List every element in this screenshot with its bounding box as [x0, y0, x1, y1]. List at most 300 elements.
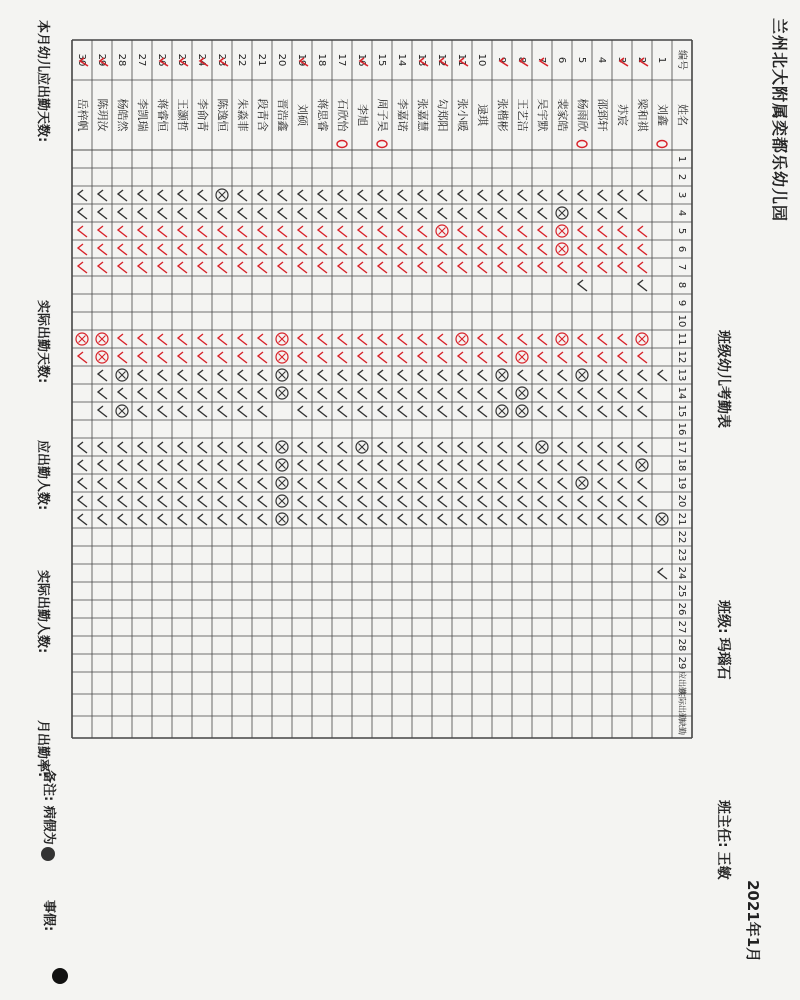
present-check-icon — [598, 190, 607, 201]
header-no: 编号 — [676, 50, 687, 70]
present-check-icon — [598, 226, 607, 237]
present-check-icon — [178, 226, 187, 237]
header-day: 25 — [676, 584, 687, 598]
present-check-icon — [618, 208, 627, 219]
present-check-icon — [458, 406, 467, 417]
present-check-icon — [498, 388, 507, 399]
present-check-icon — [378, 334, 387, 345]
present-check-icon — [138, 262, 147, 273]
school-title: 兰州北大附属奕都乐幼儿园 — [770, 18, 789, 223]
present-check-icon — [418, 496, 427, 507]
absent-cross-icon — [279, 480, 286, 487]
student-name: 蒋睿恒 — [156, 98, 169, 132]
present-check-icon — [418, 406, 427, 417]
header-summary: 应出勤 — [677, 671, 687, 695]
present-check-icon — [258, 406, 267, 417]
present-check-icon — [638, 262, 647, 273]
present-check-icon — [338, 442, 347, 453]
present-check-icon — [518, 244, 527, 255]
present-check-icon — [518, 190, 527, 201]
present-check-icon — [238, 370, 247, 381]
present-check-icon — [538, 406, 547, 417]
present-check-icon — [78, 244, 87, 255]
present-check-icon — [218, 244, 227, 255]
present-check-icon — [178, 478, 187, 489]
absent-cross-icon — [459, 336, 466, 343]
present-check-icon — [378, 244, 387, 255]
present-check-icon — [378, 478, 387, 489]
present-check-icon — [298, 496, 307, 507]
footer-rate: 月出勤率: — [35, 720, 50, 778]
student-name: 周子昊 — [376, 98, 389, 132]
present-check-icon — [598, 460, 607, 471]
present-check-icon — [198, 352, 207, 363]
header-day: 16 — [676, 422, 687, 436]
present-check-icon — [318, 460, 327, 471]
present-check-icon — [638, 478, 647, 489]
present-check-icon — [198, 388, 207, 399]
present-check-icon — [438, 262, 447, 273]
present-check-icon — [318, 478, 327, 489]
student-name: 石欣怡 — [336, 98, 349, 132]
present-check-icon — [498, 226, 507, 237]
present-check-icon — [98, 478, 107, 489]
absent-cross-icon — [219, 192, 226, 199]
present-check-icon — [138, 190, 147, 201]
present-check-icon — [78, 190, 87, 201]
student-name: 杨雨欣 — [576, 98, 589, 132]
present-check-icon — [558, 406, 567, 417]
student-name: 勾郑阳 — [436, 98, 449, 132]
present-check-icon — [198, 190, 207, 201]
header-day: 13 — [676, 368, 687, 382]
present-check-icon — [118, 442, 127, 453]
present-check-icon — [378, 406, 387, 417]
present-check-icon — [198, 370, 207, 381]
present-check-icon — [538, 262, 547, 273]
present-check-icon — [458, 208, 467, 219]
absent-cross-icon — [119, 408, 126, 415]
present-check-icon — [158, 190, 167, 201]
present-check-icon — [78, 442, 87, 453]
present-check-icon — [318, 262, 327, 273]
present-check-icon — [258, 226, 267, 237]
present-check-icon — [458, 226, 467, 237]
sheet-title: 班级幼儿考勤表 — [715, 330, 731, 428]
present-check-icon — [458, 262, 467, 273]
row-number: 5 — [576, 56, 587, 64]
absent-cross-icon — [559, 246, 566, 253]
present-check-icon — [358, 226, 367, 237]
present-check-icon — [298, 514, 307, 525]
row-number: 20 — [276, 53, 287, 67]
row-number: 27 — [136, 53, 147, 67]
present-check-icon — [458, 388, 467, 399]
absent-cross-icon — [439, 228, 446, 235]
present-check-icon — [538, 244, 547, 255]
present-check-icon — [418, 460, 427, 471]
present-check-icon — [538, 208, 547, 219]
present-check-icon — [538, 460, 547, 471]
present-check-icon — [258, 208, 267, 219]
header-day: 21 — [676, 512, 687, 526]
student-name: 邵郅轩 — [596, 98, 609, 132]
present-check-icon — [558, 478, 567, 489]
present-check-icon — [318, 244, 327, 255]
row-number: 9 — [496, 56, 507, 64]
header-day: 4 — [676, 209, 687, 217]
header-day: 5 — [676, 227, 687, 235]
present-check-icon — [558, 388, 567, 399]
present-check-icon — [418, 244, 427, 255]
present-check-icon — [278, 226, 287, 237]
present-check-icon — [298, 352, 307, 363]
present-check-icon — [498, 334, 507, 345]
present-check-icon — [118, 388, 127, 399]
present-check-icon — [358, 388, 367, 399]
absent-cross-icon — [279, 444, 286, 451]
row-number: 25 — [176, 53, 187, 67]
present-check-icon — [238, 442, 247, 453]
present-check-icon — [258, 478, 267, 489]
present-check-icon — [218, 370, 227, 381]
student-name: 李俞青 — [196, 98, 209, 132]
absent-cross-icon — [279, 354, 286, 361]
present-check-icon — [418, 388, 427, 399]
present-check-icon — [198, 208, 207, 219]
student-name: 蒋思睿 — [316, 98, 329, 132]
absent-cross-icon — [279, 462, 286, 469]
present-check-icon — [478, 442, 487, 453]
present-check-icon — [218, 388, 227, 399]
present-check-icon — [438, 334, 447, 345]
present-check-icon — [618, 226, 627, 237]
row-number: 29 — [96, 53, 107, 67]
present-check-icon — [478, 226, 487, 237]
header-day: 11 — [676, 332, 687, 346]
row-number: 18 — [316, 53, 327, 67]
present-check-icon — [318, 226, 327, 237]
present-check-icon — [298, 244, 307, 255]
present-check-icon — [118, 244, 127, 255]
present-check-icon — [458, 370, 467, 381]
present-check-icon — [458, 352, 467, 363]
absent-cross-icon — [559, 210, 566, 217]
present-check-icon — [418, 262, 427, 273]
present-check-icon — [538, 514, 547, 525]
footer-note-text: 备注: 病假为 — [41, 770, 56, 845]
present-check-icon — [238, 478, 247, 489]
present-check-icon — [538, 190, 547, 201]
absent-cross-icon — [499, 372, 506, 379]
class-label: 班级: — [715, 600, 731, 634]
present-check-icon — [358, 352, 367, 363]
present-check-icon — [598, 208, 607, 219]
present-check-icon — [78, 226, 87, 237]
present-check-icon — [78, 460, 87, 471]
present-check-icon — [318, 334, 327, 345]
present-check-icon — [598, 244, 607, 255]
present-check-icon — [258, 388, 267, 399]
present-check-icon — [158, 388, 167, 399]
present-check-icon — [638, 352, 647, 363]
present-check-icon — [658, 568, 667, 579]
present-check-icon — [618, 460, 627, 471]
present-check-icon — [78, 496, 87, 507]
row-number: 10 — [476, 53, 487, 67]
present-check-icon — [658, 370, 667, 381]
present-check-icon — [638, 244, 647, 255]
present-check-icon — [378, 262, 387, 273]
present-check-icon — [78, 514, 87, 525]
present-check-icon — [378, 370, 387, 381]
present-check-icon — [338, 478, 347, 489]
present-check-icon — [258, 496, 267, 507]
student-name: 李嘉诺 — [396, 98, 409, 132]
present-check-icon — [438, 406, 447, 417]
present-check-icon — [638, 496, 647, 507]
present-check-icon — [438, 208, 447, 219]
present-check-icon — [298, 442, 307, 453]
student-name: 张嘉慧 — [416, 98, 429, 132]
present-check-icon — [638, 280, 647, 291]
present-check-icon — [578, 262, 587, 273]
present-check-icon — [358, 190, 367, 201]
present-check-icon — [158, 406, 167, 417]
present-check-icon — [578, 460, 587, 471]
present-check-icon — [538, 226, 547, 237]
present-check-icon — [238, 226, 247, 237]
present-check-icon — [278, 244, 287, 255]
present-check-icon — [518, 334, 527, 345]
present-check-icon — [238, 460, 247, 471]
present-check-icon — [638, 190, 647, 201]
absent-cross-icon — [279, 336, 286, 343]
absent-cross-icon — [499, 408, 506, 415]
present-check-icon — [618, 388, 627, 399]
header-day: 17 — [676, 440, 687, 454]
present-check-icon — [338, 262, 347, 273]
present-check-icon — [418, 334, 427, 345]
present-check-icon — [298, 388, 307, 399]
row-number: 1 — [656, 56, 667, 64]
absent-cross-icon — [279, 516, 286, 523]
row-number: 7 — [536, 56, 547, 64]
present-check-icon — [138, 388, 147, 399]
present-check-icon — [518, 478, 527, 489]
student-name: 裴家皓 — [556, 98, 569, 132]
present-check-icon — [238, 190, 247, 201]
present-check-icon — [518, 442, 527, 453]
present-check-icon — [498, 262, 507, 273]
present-check-icon — [338, 370, 347, 381]
present-check-icon — [618, 370, 627, 381]
row-number: 16 — [356, 53, 367, 67]
absent-cross-icon — [99, 336, 106, 343]
header-day: 15 — [676, 404, 687, 418]
present-check-icon — [598, 352, 607, 363]
present-check-icon — [618, 478, 627, 489]
present-check-icon — [378, 208, 387, 219]
present-check-icon — [578, 406, 587, 417]
present-check-icon — [558, 442, 567, 453]
student-name: 梁和祺 — [636, 98, 649, 132]
present-check-icon — [378, 388, 387, 399]
present-check-icon — [458, 244, 467, 255]
absent-cross-icon — [519, 390, 526, 397]
student-name: 张小暖 — [456, 98, 469, 132]
present-check-icon — [138, 442, 147, 453]
present-check-icon — [478, 208, 487, 219]
present-check-icon — [438, 370, 447, 381]
absent-cross-icon — [99, 354, 106, 361]
present-check-icon — [238, 334, 247, 345]
student-name: 逯琪 — [476, 104, 489, 126]
present-check-icon — [218, 406, 227, 417]
present-check-icon — [198, 262, 207, 273]
present-check-icon — [298, 208, 307, 219]
row-number: 24 — [196, 53, 207, 67]
present-check-icon — [458, 442, 467, 453]
present-check-icon — [578, 352, 587, 363]
present-check-icon — [638, 226, 647, 237]
present-check-icon — [178, 262, 187, 273]
present-check-icon — [558, 190, 567, 201]
present-check-icon — [238, 208, 247, 219]
present-check-icon — [238, 352, 247, 363]
absent-cross-icon — [539, 444, 546, 451]
student-name: 王灏哲 — [176, 98, 189, 132]
present-check-icon — [198, 244, 207, 255]
present-check-icon — [318, 406, 327, 417]
present-check-icon — [498, 460, 507, 471]
present-check-icon — [298, 334, 307, 345]
header-day: 12 — [676, 350, 687, 364]
present-check-icon — [498, 190, 507, 201]
present-check-icon — [158, 262, 167, 273]
present-check-icon — [398, 406, 407, 417]
present-check-icon — [298, 460, 307, 471]
row-number: 6 — [556, 56, 567, 64]
present-check-icon — [98, 370, 107, 381]
present-check-icon — [138, 226, 147, 237]
present-check-icon — [198, 478, 207, 489]
present-check-icon — [618, 334, 627, 345]
present-check-icon — [518, 514, 527, 525]
present-check-icon — [338, 208, 347, 219]
present-check-icon — [218, 334, 227, 345]
present-check-icon — [598, 370, 607, 381]
student-name: 杨皓然 — [116, 98, 129, 132]
present-check-icon — [218, 352, 227, 363]
present-check-icon — [158, 478, 167, 489]
header-day: 19 — [676, 476, 687, 490]
present-check-icon — [258, 370, 267, 381]
present-check-icon — [498, 442, 507, 453]
present-check-icon — [138, 514, 147, 525]
present-check-icon — [198, 442, 207, 453]
footer-actual-people: 实际出勤人数: — [35, 570, 50, 654]
note-circle-icon — [577, 141, 587, 148]
row-number: 26 — [156, 53, 167, 67]
header-day: 29 — [676, 656, 687, 670]
present-check-icon — [398, 388, 407, 399]
present-check-icon — [418, 226, 427, 237]
present-check-icon — [358, 460, 367, 471]
present-check-icon — [198, 460, 207, 471]
present-check-icon — [178, 388, 187, 399]
present-check-icon — [178, 442, 187, 453]
present-check-icon — [98, 460, 107, 471]
present-check-icon — [118, 496, 127, 507]
present-check-icon — [438, 478, 447, 489]
present-check-icon — [118, 262, 127, 273]
present-check-icon — [638, 406, 647, 417]
absent-cross-icon — [279, 372, 286, 379]
present-check-icon — [218, 208, 227, 219]
present-check-icon — [98, 496, 107, 507]
present-check-icon — [238, 262, 247, 273]
present-check-icon — [178, 334, 187, 345]
present-check-icon — [78, 478, 87, 489]
present-check-icon — [438, 352, 447, 363]
present-check-icon — [318, 370, 327, 381]
present-check-icon — [218, 226, 227, 237]
header-day: 3 — [676, 191, 687, 199]
present-check-icon — [418, 208, 427, 219]
present-check-icon — [318, 190, 327, 201]
present-check-icon — [338, 352, 347, 363]
present-check-icon — [138, 208, 147, 219]
present-check-icon — [478, 370, 487, 381]
present-check-icon — [278, 262, 287, 273]
absent-cross-icon — [279, 498, 286, 505]
present-check-icon — [378, 190, 387, 201]
present-check-icon — [258, 334, 267, 345]
present-check-icon — [458, 190, 467, 201]
present-check-icon — [98, 208, 107, 219]
header-summary: 实际出勤 — [677, 689, 687, 721]
present-check-icon — [298, 262, 307, 273]
present-check-icon — [418, 190, 427, 201]
present-check-icon — [578, 280, 587, 291]
present-check-icon — [198, 406, 207, 417]
present-check-icon — [578, 442, 587, 453]
present-check-icon — [178, 496, 187, 507]
present-check-icon — [398, 334, 407, 345]
teacher-label: 班主任: — [715, 800, 731, 848]
header-day: 10 — [676, 314, 687, 328]
header-day: 28 — [676, 638, 687, 652]
present-check-icon — [478, 496, 487, 507]
present-check-icon — [478, 190, 487, 201]
present-check-icon — [158, 244, 167, 255]
student-name: 陈逸恒 — [216, 98, 229, 132]
present-check-icon — [338, 496, 347, 507]
present-check-icon — [78, 208, 87, 219]
present-check-icon — [438, 460, 447, 471]
present-check-icon — [178, 370, 187, 381]
present-check-icon — [578, 334, 587, 345]
present-check-icon — [438, 514, 447, 525]
present-check-icon — [438, 388, 447, 399]
present-check-icon — [558, 496, 567, 507]
present-check-icon — [338, 190, 347, 201]
present-check-icon — [358, 370, 367, 381]
present-check-icon — [238, 388, 247, 399]
present-check-icon — [258, 190, 267, 201]
row-number: 23 — [216, 53, 227, 67]
